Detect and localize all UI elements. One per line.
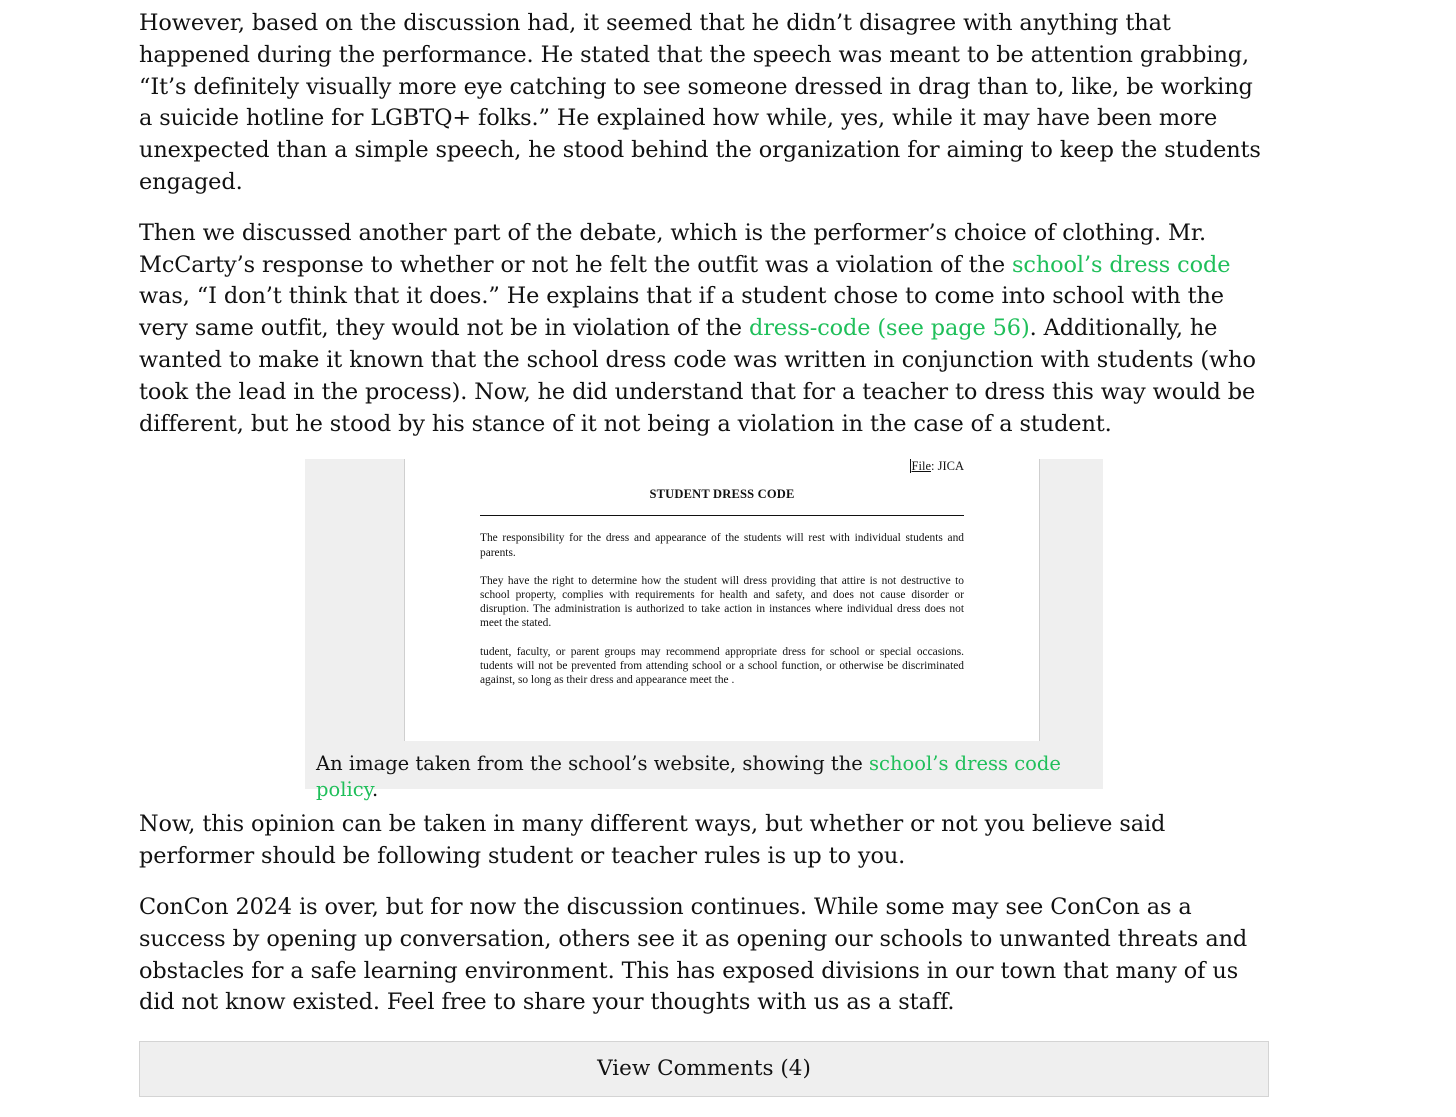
view-comments-button[interactable]: View Comments (4) xyxy=(139,1041,1269,1097)
school-dress-code-link[interactable]: school’s dress code xyxy=(1012,251,1231,278)
document-divider xyxy=(480,515,964,516)
paragraph-text: Then we discussed another part of the debate, which is the performer’s choice of clothing. Mr. McCarty’s response to whether or not he felt the outfit was a violation of the xyxy=(139,219,1207,278)
paragraph-text: was, “I don’t think that it does.” He explains that if a student chose to come into school with the very same outfit, they would not be in violation of the xyxy=(139,283,1224,342)
dress-code-page-link[interactable]: dress-code (see page 56) xyxy=(748,315,1030,342)
dress-code-document-image xyxy=(404,459,1040,741)
paragraph-conclusion: ConCon 2024 is over, but for now the discussion continues. While some may see ConCon as a success by opening up conversation, others see it as opening our schools to unwanted threats and obstacles for a safe learning environment. This has exposed divisions in our town that many of us did not know existed. Feel free to share your thoughts with us as a staff. xyxy=(139,893,1248,1016)
dress-code-policy-link[interactable]: school’s dress code policy xyxy=(316,752,1061,802)
paragraph-speech-intent: However, based on the discussion had, it seemed that he didn’t disagree with anything that happened during the performance. He stated that the speech was meant to be attention grabbing, “It’s definitely visually more eye catching to see someone dressed in drag than to, like, be working a suicide hotline for LGBTQ+ folks.” He explained how while, yes, while it may have been more unexpected than a simple speech, he stood behind the organization for aiming to keep the students engaged. xyxy=(139,10,1261,195)
file-tag xyxy=(910,459,964,473)
caption-end: . xyxy=(372,778,379,802)
document-title: STUDENT DRESS CODE xyxy=(649,487,795,502)
dress-code-figure xyxy=(305,459,1103,802)
caption-text: An image taken from the school’s website, showing the xyxy=(316,752,870,776)
file-code: : JICA xyxy=(931,459,964,474)
paragraph-opinion: Now, this opinion can be taken in many different ways, but whether or not you believe said performer should be following student or teacher rules is up to you. xyxy=(139,811,1166,870)
document-paragraph: tudent, faculty, or parent groups may recommend appropriate dress for school or special occasions. tudents will not be prevented from attending school or a school function, or otherwise be discriminated against, so long as their dress and appearance meet the . xyxy=(480,645,964,686)
document-paragraph: They have the right to determine how the student will dress providing that attire is not destructive to school property, complies with requirements for health and safety, and does not cause disorder or disruption. The administration is authorized to take action in instances where individual dress does not meet the stated. xyxy=(480,574,964,630)
article-body xyxy=(139,8,1271,1038)
figure-caption xyxy=(316,751,1103,803)
file-label: File xyxy=(911,459,931,474)
paragraph-dress-code xyxy=(139,218,1271,441)
document-paragraph: The responsibility for the dress and appearance of the students will rest with individual students and parents. xyxy=(480,532,964,559)
document-body xyxy=(480,531,964,701)
paragraph-text: . Additionally, he wanted to make it known that the school dress code was written in conjunction with students (who took the lead in the process). Now, he did understand that for a teacher to dress this way would be different, but he stood by his stance of it not being a violation in the case of a student. xyxy=(139,315,1256,437)
